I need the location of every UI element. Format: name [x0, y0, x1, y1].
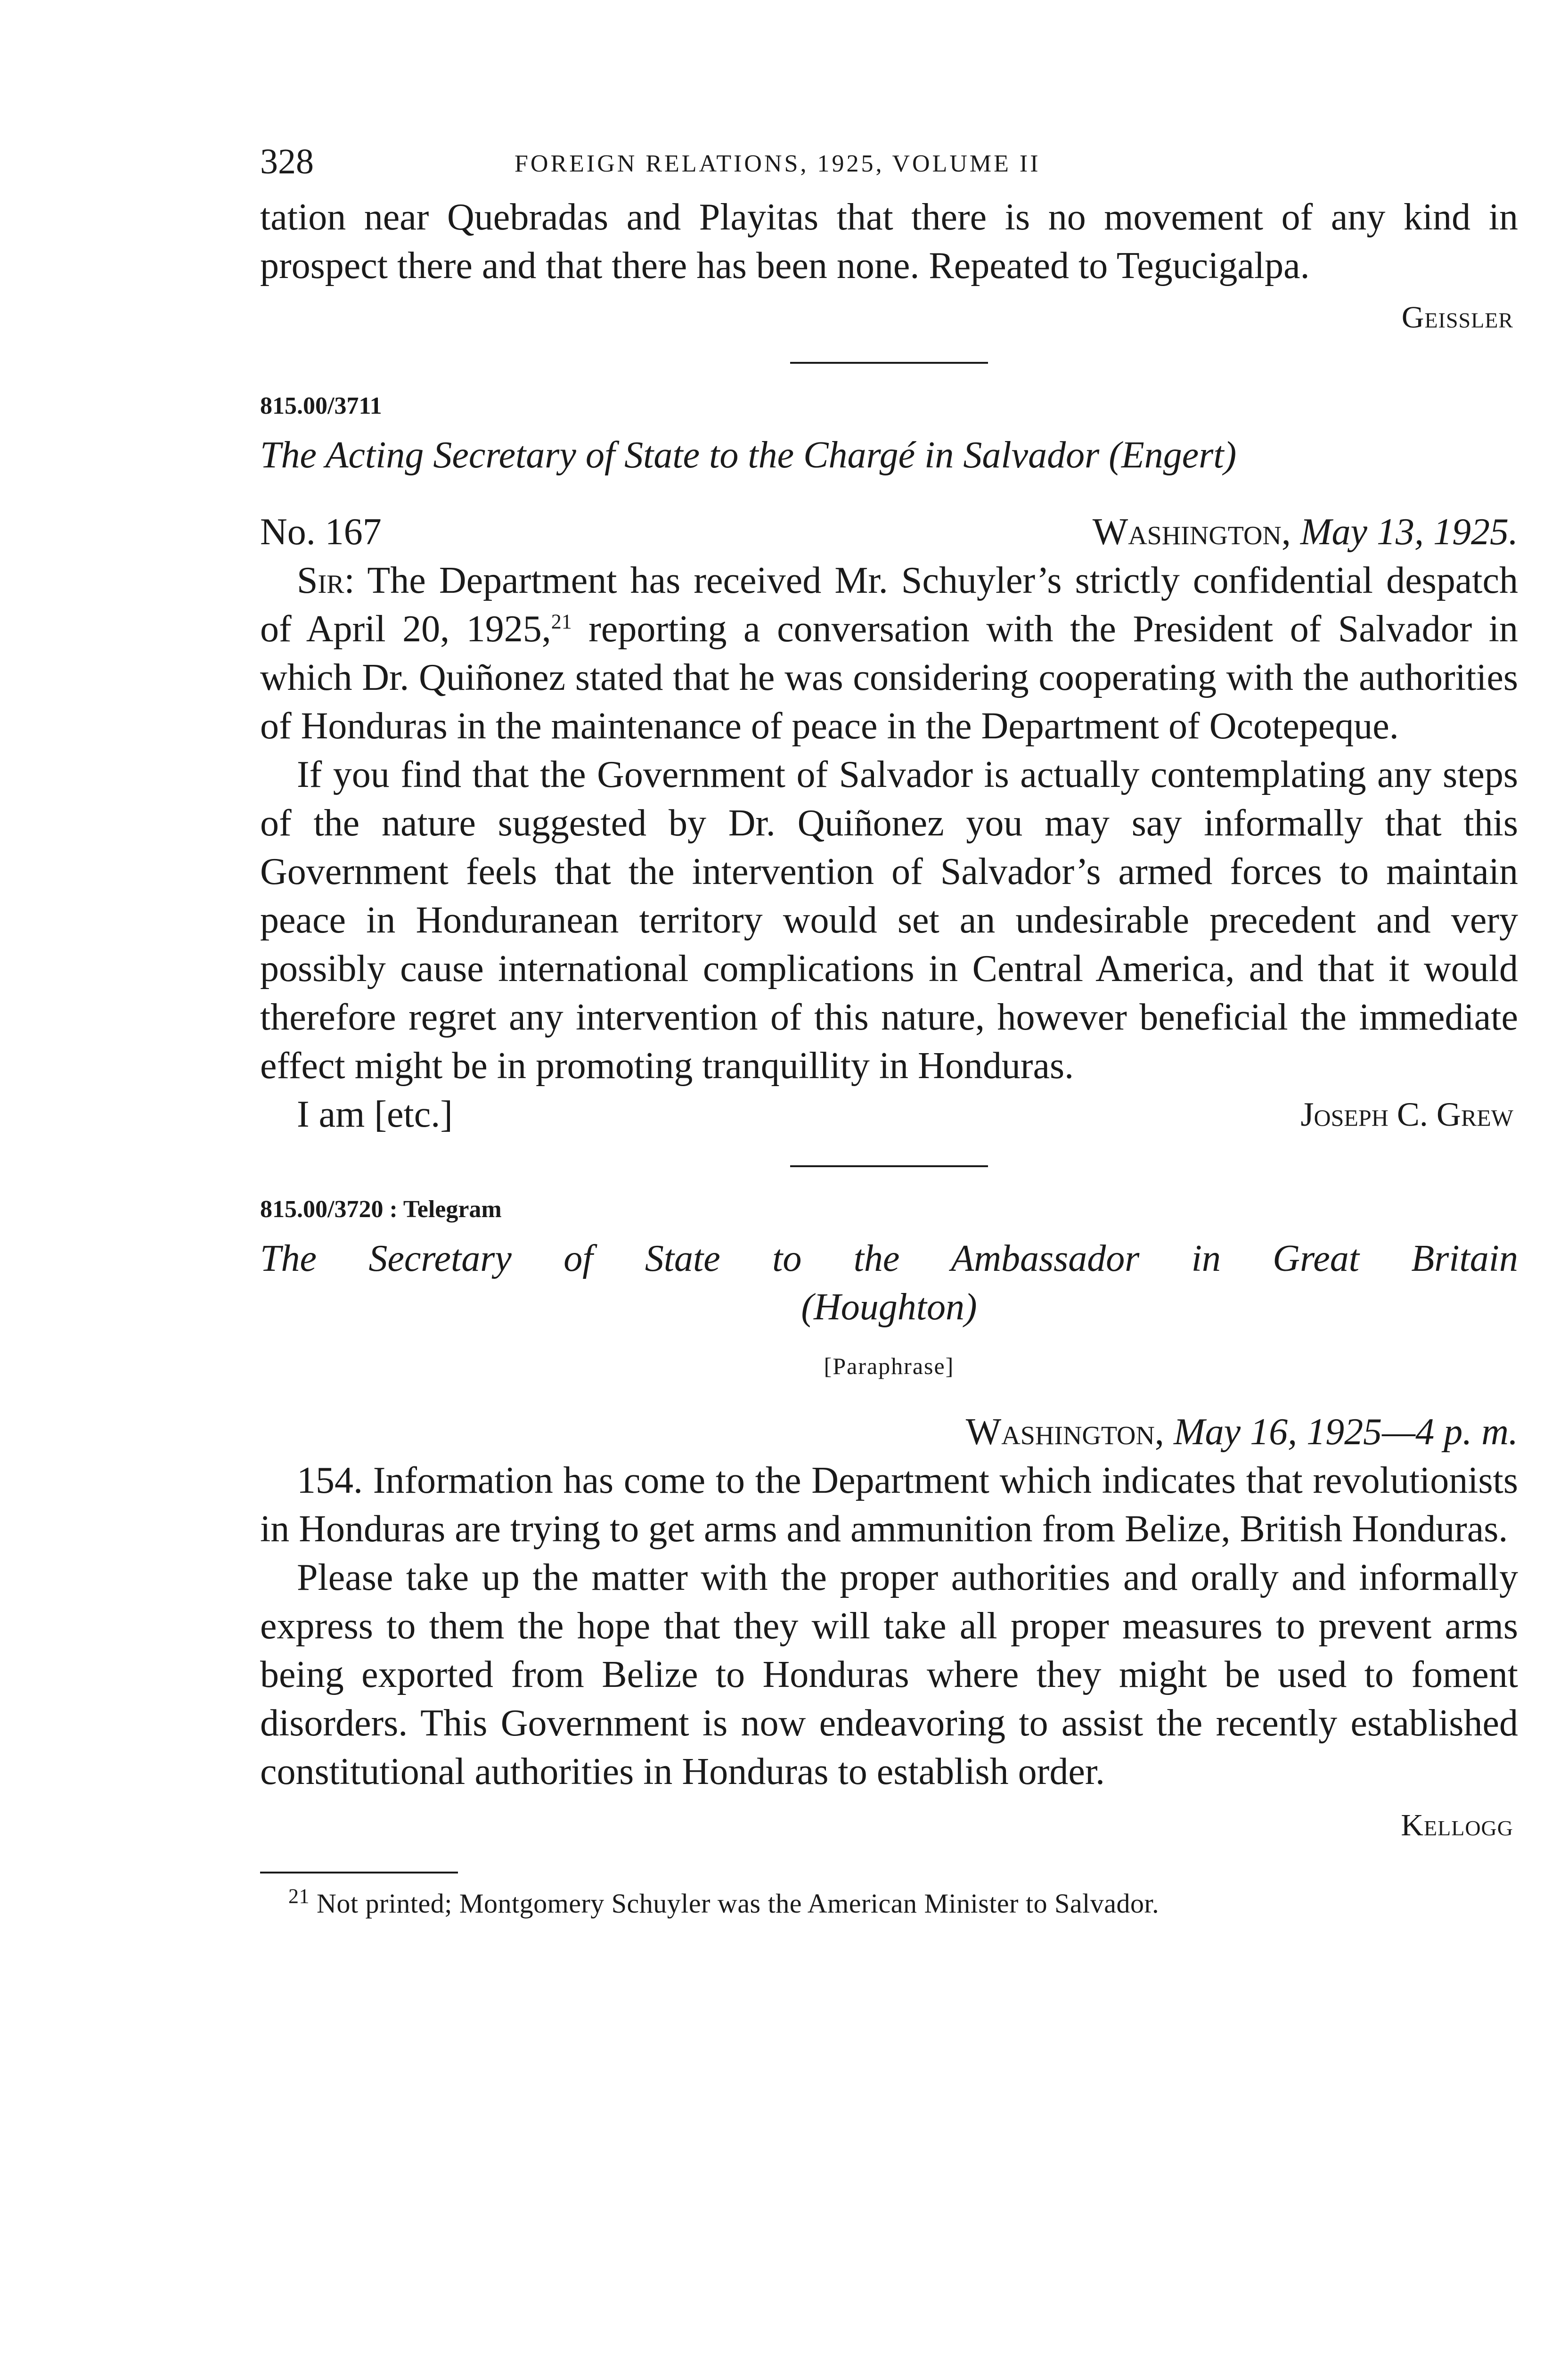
doc2-paraphrase-label: [Paraphrase]	[824, 1353, 955, 1379]
doc2-dateline	[260, 1408, 1518, 1456]
doc2-title-line-1: The Secretary of State to the Ambassador in Great Britain	[260, 1238, 1518, 1279]
footnote-mark: 21	[288, 1884, 310, 1908]
doc1-dateline	[260, 508, 1518, 556]
doc2-file-number: 815.00/3720 : Telegram	[260, 1196, 502, 1223]
doc1-place: Washington,	[1092, 511, 1291, 553]
doc1-para1-text: The Department has received Mr. Schuyler’s strictly confidential despatch of April 20, 1925,	[260, 560, 1518, 650]
doc1-date: May 13, 1925.	[1300, 511, 1518, 553]
doc2-paragraph-2: Please take up the matter with the proper authorities and orally and informally express to them the hope that they will take all proper measures to prevent arms being exported from Belize to Honduras where they might be used to foment disorders. This Government is now endeavoring to assist the recently established constitutional authorities in Honduras to establish order.	[260, 1557, 1518, 1792]
continuation-signature: Geissler	[1401, 300, 1513, 335]
doc1-paragraph-1	[260, 556, 1518, 751]
doc2-place-date	[966, 1408, 1518, 1456]
doc1-closing: I am [etc.]	[297, 1094, 453, 1135]
footnote	[260, 1884, 1518, 1919]
footnote-ref: 21	[551, 610, 572, 633]
running-head: FOREIGN RELATIONS, 1925, VOLUME II	[514, 150, 1041, 177]
doc1-salutation: Sir:	[297, 560, 355, 601]
doc1-paragraph-2: If you find that the Government of Salvador is actually contemplating any steps of the nature suggested by Dr. Quiñonez you may say informally that this Government feels that the intervention of Salvador’s armed forces to maintain peace in Honduranean territory would set an undesirable precedent and very possibly cause international complications in Central America, and that it would therefore regret any intervention of this nature, however beneficial the immediate effect might be in promoting tranquillity in Honduras.	[260, 754, 1518, 1087]
doc2-title-line-2: (Houghton)	[801, 1286, 977, 1328]
document-page	[260, 141, 1518, 1919]
doc1-closing-line	[260, 1090, 1518, 1139]
doc1-place-date	[1093, 508, 1518, 556]
doc1-number: No. 167	[260, 511, 382, 553]
doc2-date: May 16, 1925—4 p. m.	[1173, 1411, 1518, 1453]
page-header	[260, 141, 1518, 193]
doc1-title: The Acting Secretary of State to the Chargé in Salvador (Engert)	[260, 434, 1237, 476]
doc1-file-number: 815.00/3711	[260, 393, 382, 419]
doc1-para1-rest: reporting a conversation with the President of Salvador in which Dr. Quiñonez stated that he was considering cooperating with the authorities of Honduras in the maintenance of peace in the Department of Ocotepeque.	[260, 608, 1519, 747]
doc1-signature: Joseph C. Grew	[1300, 1096, 1513, 1133]
footnote-text: Not printed; Montgomery Schuyler was the American Minister to Salvador.	[310, 1888, 1160, 1919]
doc2-place: Washington,	[965, 1411, 1164, 1453]
doc2-paragraph-1: 154. Information has come to the Department which indicates that revolutionists in Honduras are trying to get arms and ammunition from Belize, British Honduras.	[260, 1460, 1518, 1550]
doc2-signature: Kellogg	[1401, 1808, 1513, 1842]
continuation-text: tation near Quebradas and Playitas that there is no movement of any kind in prospect there and that there has been none. Repeated to Tegucigalpa.	[260, 196, 1518, 286]
page-number: 328	[260, 142, 314, 181]
